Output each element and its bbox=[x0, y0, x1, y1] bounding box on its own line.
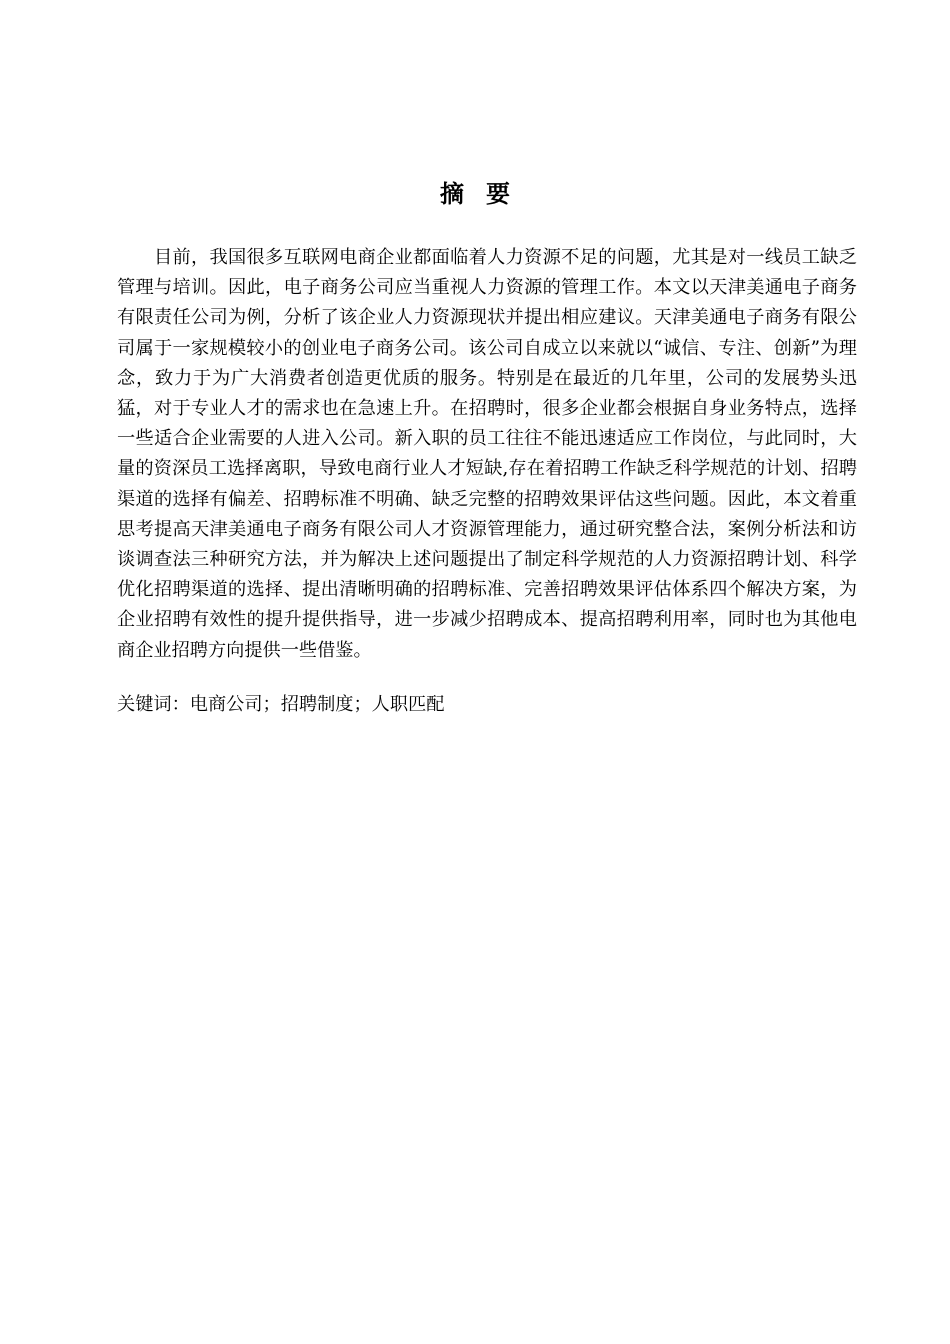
keywords-line: 关键词：电商公司；招聘制度；人职匹配 bbox=[117, 694, 445, 715]
abstract-title bbox=[0, 176, 950, 212]
title-char-1: 摘 bbox=[440, 179, 464, 208]
abstract-body: 目前，我国很多互联网电商企业都面临着人力资源不足的问题，尤其是对一线员工缺乏管理与培训。因此，电子商务公司应当重视人力资源的管理工作。本文以天津美通电子商务有限责任公司为例，分析了该企业人力资源现状并提出相应建议。天津美通电子商务有限公司属于一家规模较小的创业电子商务公司。该公司自成立以来就以“诚信、专注、创新”为理念，致力于为广大消费者创造更优质的服务。特别是在最近的几年里，公司的发展势头迅猛，对于专业人才的需求也在急速上升。在招聘时，很多企业都会根据自身业务特点，选择一些适合企业需要的人进入公司。新入职的员工往往不能迅速适应工作岗位，与此同时，大量的资深员工选择离职，导致电商行业人才短缺,存在着招聘工作缺乏科学规范的计划、招聘渠道的选择有偏差、招聘标准不明确、缺乏完整的招聘效果评估这些问题。因此，本文着重思考提高天津美通电子商务有限公司人才资源管理能力，通过研究整合法，案例分析法和访谈调查法三种研究方法，并为解决上述问题提出了制定科学规范的人力资源招聘计划、科学优化招聘渠道的选择、提出清晰明确的招聘标准、完善招聘效果评估体系四个解决方案，为企业招聘有效性的提升提供指导，进一步减少招聘成本、提高招聘利用率，同时也为其他电商企业招聘方向提供一些借鉴。 bbox=[117, 247, 857, 661]
title-char-2: 要 bbox=[486, 179, 510, 208]
